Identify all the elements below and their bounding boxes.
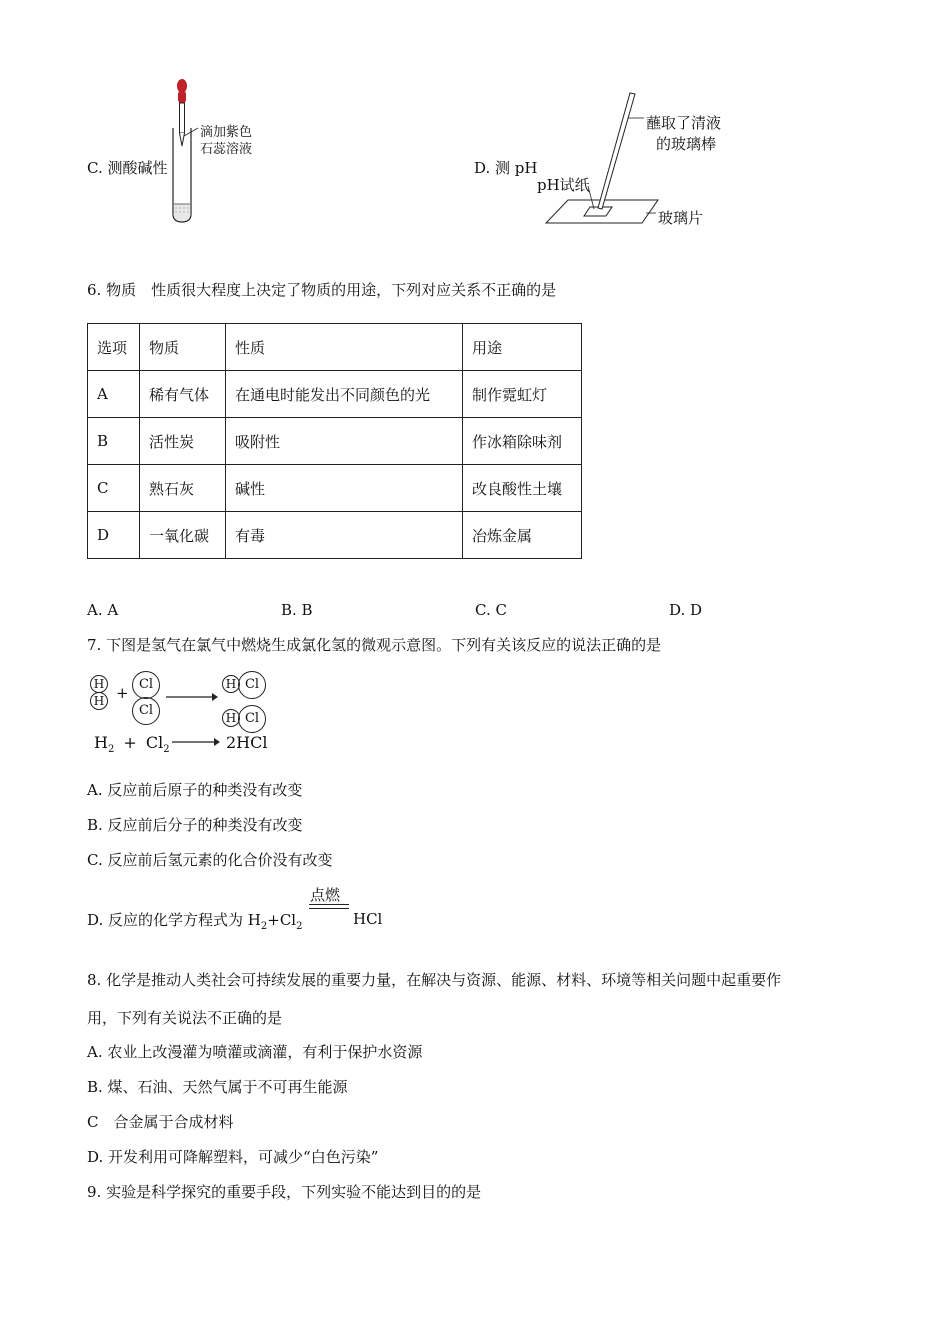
property-use-table (87, 323, 582, 559)
test-tube-dropper-figure (160, 76, 200, 228)
table-header-cell: 性质 (226, 324, 463, 371)
q7-option-d-prefix: D. 反应的化学方程式为 H (87, 911, 261, 929)
q8-option-d[interactable]: D. 开发利用可降解塑料，可减少“白色污染” (87, 1148, 379, 1166)
molecule-equation (94, 733, 170, 755)
caption-litmus-1: 滴加紫色 (200, 125, 253, 140)
q8-option-c[interactable]: C 合金属于合成材料 (87, 1113, 234, 1131)
q7-option-c[interactable]: C. 反应前后氢元素的化合价没有改变 (87, 851, 333, 869)
equation-plus: + (123, 733, 137, 752)
table-cell: 作冰箱除味剂 (463, 418, 582, 465)
table-header-cell: 物质 (140, 324, 226, 371)
table-cell: 冶炼金属 (463, 512, 582, 559)
table-header-cell: 选项 (88, 324, 140, 371)
q8-option-b[interactable]: B. 煤、石油、天然气属于不可再生能源 (87, 1078, 348, 1096)
question-9-stem: 9. 实验是科学探究的重要手段，下列实验不能达到目的的是 (87, 1183, 482, 1201)
table-cell: 有毒 (226, 512, 463, 559)
q7-option-d-sub1: 2 (260, 921, 268, 932)
equation-arrow-icon (172, 735, 220, 749)
condition-line-bottom (309, 908, 349, 909)
table-cell: D (88, 512, 140, 559)
table-cell: 活性炭 (140, 418, 226, 465)
q6-choice-a[interactable]: A. A (87, 601, 119, 619)
table-cell: 稀有气体 (140, 371, 226, 418)
q6-choice-b[interactable]: B. B (281, 601, 313, 619)
q6-choice-d[interactable]: D. D (669, 601, 703, 619)
q7-option-a[interactable]: A. 反应前后原子的种类没有改变 (87, 781, 303, 799)
caption-glass-plate: 玻璃片 (658, 209, 704, 227)
cl-atom: Cl (132, 697, 160, 725)
table-row (88, 418, 582, 465)
option-c-label: C. 测酸碱性 (87, 159, 168, 177)
table-cell: B (88, 418, 140, 465)
caption-litmus-2: 石蕊溶液 (200, 142, 253, 157)
question-6-stem: 6. 物质 性质很大程度上决定了物质的用途，下列对应关系不正确的是 (87, 281, 557, 299)
cl-atom: Cl (132, 671, 160, 699)
table-row (88, 512, 582, 559)
option-d-label: D. 测 pH (474, 159, 538, 177)
question-8-stem-line2: 用，下列有关说法不正确的是 (87, 1009, 283, 1027)
table-row (88, 465, 582, 512)
q8-option-a[interactable]: A. 农业上改漫灌为喷灌或滴灌，有利于保护水资源 (87, 1043, 423, 1061)
reaction-condition: 点燃 (310, 886, 341, 904)
q7-option-d-product: HCl (353, 910, 383, 928)
table-cell: 一氧化碳 (140, 512, 226, 559)
equation-h-sub: 2 (107, 744, 115, 756)
h-atom: H (222, 675, 240, 693)
equation-cl-sub: 2 (163, 744, 170, 756)
caption-rod-2: 的玻璃棒 (656, 135, 717, 153)
q7-option-d-sub2: 2 (296, 921, 303, 932)
table-header-cell: 用途 (463, 324, 582, 371)
reaction-arrow-icon (166, 690, 218, 704)
table-cell: 制作霓虹灯 (463, 371, 582, 418)
caption-rod-1: 蘸取了清液 (646, 114, 722, 132)
table-cell: 吸附性 (226, 418, 463, 465)
cl-atom: Cl (238, 671, 266, 699)
q7-option-b[interactable]: B. 反应前后分子的种类没有改变 (87, 816, 303, 834)
table-cell: 熟石灰 (140, 465, 226, 512)
table-cell: 在通电时能发出不同颜色的光 (226, 371, 463, 418)
h-atom: H (90, 692, 108, 710)
table-cell: 改良酸性土壤 (463, 465, 582, 512)
condition-line-top (309, 904, 349, 905)
ph-test-figure (540, 88, 670, 228)
equation-product: 2HCl (226, 733, 268, 752)
q7-option-d[interactable] (87, 910, 302, 937)
table-row (88, 371, 582, 418)
table-header-row (88, 324, 582, 371)
plus-sign: + (116, 684, 129, 702)
question-8-stem-line1: 8. 化学是推动人类社会可持续发展的重要力量，在解决与资源、能源、材料、环境等相关问题中起重要作 (87, 971, 782, 989)
equation-cl: Cl (145, 733, 164, 752)
table-cell: A (88, 371, 140, 418)
q6-choice-c[interactable]: C. C (475, 601, 507, 619)
question-7-stem: 7. 下图是氢气在氯气中燃烧生成氯化氢的微观示意图。下列有关该反应的说法正确的是 (87, 636, 662, 654)
equation-h: H (94, 733, 108, 752)
table-cell: 碱性 (226, 465, 463, 512)
h-atom: H (90, 675, 108, 693)
cl-atom: Cl (238, 705, 266, 733)
q7-option-d-mid: +Cl (267, 911, 297, 929)
caption-ph-paper: pH试纸 (537, 176, 590, 194)
table-cell: C (88, 465, 140, 512)
h-atom: H (222, 709, 240, 727)
